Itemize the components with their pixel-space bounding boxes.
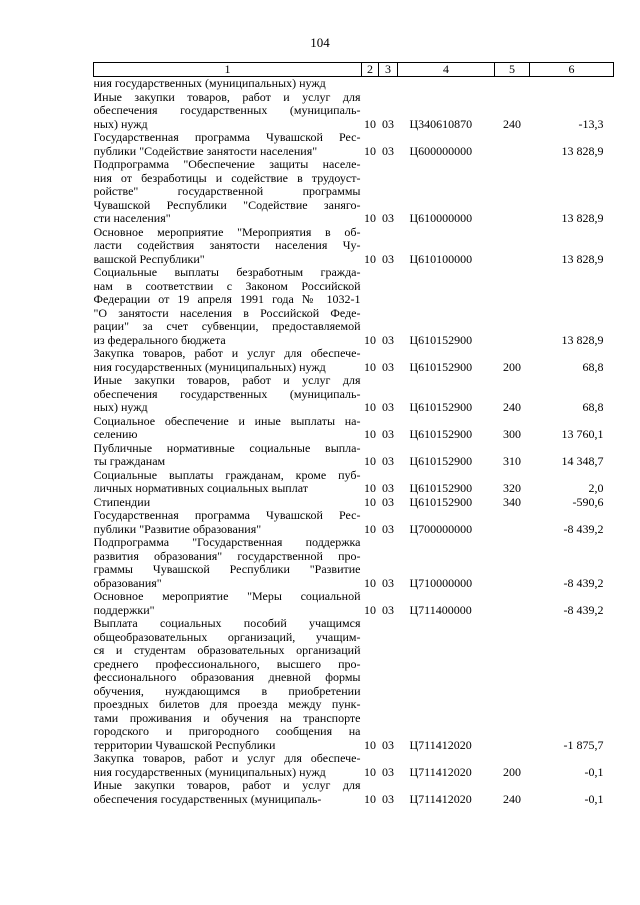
target-article-code (398, 77, 495, 91)
amount: 2,0 (588, 481, 604, 495)
description-line: проездных билетов для проезда между пунк- (93, 698, 361, 711)
table-row (94, 266, 614, 347)
amount: -8 439,2 (563, 575, 604, 590)
budget-table (93, 62, 614, 806)
expense-type-code (495, 509, 530, 536)
section-code: 10 (364, 481, 376, 495)
row-description (94, 131, 362, 158)
description-line: Государственная программа Чувашской Рес- (93, 509, 361, 522)
section-code: 10 (364, 764, 376, 779)
amount: 68,8 (582, 400, 604, 414)
target-article-code: Ц700000000 (409, 521, 473, 536)
description-line: ласти содействия занятости населения Чу- (93, 239, 361, 252)
table-row (94, 469, 614, 496)
description-line: из федерального бюджета (93, 333, 226, 347)
subsection-code: 03 (382, 521, 394, 536)
amount: 13 828,9 (561, 143, 604, 158)
target-article-code: Ц610152900 (409, 332, 473, 347)
row-description (94, 617, 362, 752)
expense-type-code: 240 (503, 791, 521, 806)
description-line: среднего профессионального, высшего про- (93, 657, 361, 671)
amount: 68,8 (582, 359, 604, 374)
description-line: общеобразовательных организаций, учащим- (93, 630, 361, 644)
target-article-code: Ц610100000 (409, 251, 473, 266)
row-description (94, 752, 362, 779)
subsection-code: 03 (382, 602, 394, 617)
description-line: фессионального образования дневной формы (93, 671, 361, 684)
description-line: вашской Республики" (93, 252, 205, 266)
target-article-code: Ц610152900 (409, 481, 473, 495)
row-description (94, 536, 362, 590)
header-col-4: 4 (398, 63, 495, 77)
row-description (94, 158, 362, 226)
row-description (94, 347, 362, 374)
header-col-3: 3 (379, 63, 398, 77)
expense-type-code: 340 (503, 494, 521, 509)
description-line: Иные закупки товаров, работ и услуг для (93, 90, 361, 104)
subsection-code: 03 (382, 116, 394, 131)
subsection-code: 03 (382, 427, 394, 441)
target-article-code: Ц711412020 (409, 737, 472, 752)
subsection-code: 03 (382, 791, 394, 806)
description-line: ния государственных (муниципальных) нужд (93, 360, 326, 374)
table-row (94, 91, 614, 132)
amount: -1 875,7 (563, 737, 604, 752)
target-article-code: Ц610152900 (409, 427, 473, 441)
section-code: 10 (364, 211, 376, 225)
table-row (94, 617, 614, 752)
table-row (94, 779, 614, 806)
target-article-code: Ц710000000 (409, 575, 473, 590)
amount: 13 760,1 (561, 427, 604, 441)
description-line: сти населения" (93, 212, 171, 225)
table-row (94, 415, 614, 442)
description-line: публики "Содействие занятости населения" (93, 144, 318, 158)
expense-type-code: 200 (503, 764, 521, 779)
amount: 13 828,9 (561, 332, 604, 347)
subsection-code: 03 (382, 143, 394, 158)
description-line: ния от безработицы и содействие в трудоуст- (93, 171, 361, 185)
description-line: "О занятости населения в Российской Феде- (93, 306, 361, 320)
target-article-code: Ц711412020 (409, 791, 472, 806)
section-code: 10 (364, 494, 376, 509)
section-code: 10 (364, 791, 376, 806)
target-article-code: Ц711412020 (409, 764, 472, 779)
row-description (94, 509, 362, 536)
description-line: обеспечения государственных (муниципаль- (93, 792, 322, 806)
section-code: 10 (364, 116, 376, 131)
row-description (94, 266, 362, 347)
row-description (94, 590, 362, 617)
description-line: граммы Чувашской Республики "Развитие (93, 563, 361, 576)
expense-type-code (495, 590, 530, 617)
row-description (94, 469, 362, 496)
row-description (94, 91, 362, 132)
section-code: 10 (364, 454, 376, 468)
header-col-6: 6 (530, 63, 614, 77)
subsection-code: 03 (382, 211, 394, 225)
description-line: нам в соответствии с Законом Российской (93, 279, 361, 293)
target-article-code: Ц610000000 (409, 211, 473, 225)
description-line: Стипендии (93, 495, 151, 509)
target-article-code: Ц610152900 (409, 494, 473, 509)
description-line: Социальные выплаты безработным гражда- (93, 266, 361, 279)
target-article-code: Ц610152900 (409, 359, 473, 374)
subsection-code: 03 (382, 454, 394, 468)
target-article-code: Ц600000000 (409, 143, 473, 158)
description-line: обучения, нуждающимся в приобретении (93, 684, 361, 698)
description-line: ты гражданам (93, 455, 166, 468)
table-row (94, 347, 614, 374)
description-line: Чувашской Республики "Содействие заняго- (93, 198, 361, 212)
description-line: обеспечения государственных (муниципаль- (93, 104, 361, 117)
section-code: 10 (364, 427, 376, 441)
subsection-code: 03 (382, 251, 394, 266)
description-line: ния государственных (муниципальных) нужд (93, 77, 326, 90)
subsection-code: 03 (382, 359, 394, 374)
amount: 13 828,9 (561, 251, 604, 266)
page-number: 104 (310, 35, 330, 50)
description-line: селению (93, 428, 138, 441)
subsection-code: 03 (382, 400, 394, 414)
subsection-code: 03 (382, 481, 394, 495)
table-row (94, 496, 614, 510)
description-line: Публичные нормативные социальные выпла- (93, 441, 361, 455)
subsection-code: 03 (382, 332, 394, 347)
section-code (362, 77, 379, 91)
table-row (94, 536, 614, 590)
description-line: Социальное обеспечение и иные выплаты на- (93, 414, 361, 428)
amount: -8 439,2 (563, 602, 604, 617)
description-line: Иные закупки товаров, работ и услуг для (93, 374, 361, 387)
description-line: тами проживания и обучения на транспорте (93, 711, 361, 725)
section-code: 10 (364, 332, 376, 347)
amount: -0,1 (584, 764, 604, 779)
table-row (94, 752, 614, 779)
description-line: Основное мероприятие "Мероприятия в об- (93, 225, 361, 239)
expense-type-code: 200 (503, 359, 521, 374)
description-line: Социальные выплаты гражданам, кроме пуб- (93, 468, 361, 482)
description-line: ных) нужд (93, 117, 148, 131)
header-row (94, 63, 614, 77)
row-description (94, 226, 362, 267)
expense-type-code (495, 266, 530, 347)
description-line: поддержки" (93, 603, 155, 617)
section-code: 10 (364, 521, 376, 536)
subsection-code: 03 (382, 764, 394, 779)
table-row (94, 131, 614, 158)
description-line: территории Чувашской Республики (93, 738, 276, 752)
description-line: обеспечения государственных (муниципаль- (93, 387, 361, 401)
description-line: рации" за счет субвенции, предоставляемой (93, 320, 361, 333)
description-line: Закупка товаров, работ и услуг для обеспече- (93, 347, 361, 360)
section-code: 10 (364, 602, 376, 617)
table-row (94, 226, 614, 267)
subsection-code: 03 (382, 494, 394, 509)
target-article-code: Ц610152900 (409, 454, 473, 468)
section-code: 10 (364, 359, 376, 374)
description-line: Подпрограмма "Обеспечение защиты населе- (93, 158, 361, 171)
header-col-1: 1 (94, 63, 362, 77)
expense-type-code (495, 131, 530, 158)
description-line: Иные закупки товаров, работ и услуг для (93, 779, 361, 792)
expense-type-code: 320 (503, 481, 521, 495)
target-article-code: Ц340610870 (409, 116, 473, 131)
row-description (94, 496, 362, 510)
expense-type-code: 310 (503, 454, 521, 468)
section-code: 10 (364, 575, 376, 590)
amount: 13 828,9 (561, 211, 604, 225)
section-code: 10 (364, 400, 376, 414)
expense-type-code (495, 77, 530, 91)
description-line: личных нормативных социальных выплат (93, 482, 308, 495)
row-description (94, 77, 362, 91)
description-line: развития образования" государственной про- (93, 549, 361, 563)
table-row (94, 509, 614, 536)
expense-type-code: 240 (503, 400, 521, 414)
table-row (94, 374, 614, 415)
amount: -13,3 (578, 116, 604, 131)
expense-type-code: 240 (503, 116, 521, 131)
target-article-code: Ц610152900 (409, 400, 473, 414)
section-code: 10 (364, 251, 376, 266)
description-line: Государственная программа Чувашской Рес- (93, 131, 361, 144)
description-line: Федерации от 19 апреля 1991 года № 1032-1 (93, 293, 361, 306)
expense-type-code (495, 226, 530, 267)
description-line: ся и студентам образовательных организаций (93, 644, 361, 657)
amount: 14 348,7 (561, 454, 604, 468)
section-code: 10 (364, 737, 376, 752)
row-description (94, 415, 362, 442)
header-col-2: 2 (362, 63, 379, 77)
expense-type-code (495, 158, 530, 226)
description-line: Основное мероприятие "Меры социальной (93, 590, 361, 603)
row-description (94, 779, 362, 806)
description-line: Закупка товаров, работ и услуг для обеспече- (93, 752, 361, 765)
subsection-code (379, 77, 398, 91)
description-line: ния государственных (муниципальных) нужд (93, 765, 326, 779)
section-code: 10 (364, 143, 376, 158)
expense-type-code: 300 (503, 427, 521, 441)
amount (530, 77, 614, 91)
table-row (94, 442, 614, 469)
amount: -590,6 (572, 494, 604, 509)
target-article-code: Ц711400000 (409, 602, 472, 617)
table-row (94, 590, 614, 617)
table-row (94, 158, 614, 226)
amount: -8 439,2 (563, 521, 604, 536)
description-line: Выплата социальных пособий учащимся (93, 617, 361, 630)
table-row (94, 77, 614, 91)
description-line: ных) нужд (93, 401, 148, 414)
description-line: публики "Развитие образования" (93, 522, 262, 536)
table-body (94, 77, 614, 807)
amount: -0,1 (584, 791, 604, 806)
row-description (94, 374, 362, 415)
expense-type-code (495, 617, 530, 752)
description-line: ройстве" государственной программы (93, 185, 361, 198)
subsection-code: 03 (382, 575, 394, 590)
description-line: городского и пригородного сообщения на (93, 725, 361, 738)
row-description (94, 442, 362, 469)
description-line: образования" (93, 576, 162, 590)
header-col-5: 5 (495, 63, 530, 77)
description-line: Подпрограмма "Государственная поддержка (93, 536, 361, 549)
expense-type-code (495, 536, 530, 590)
subsection-code: 03 (382, 737, 394, 752)
